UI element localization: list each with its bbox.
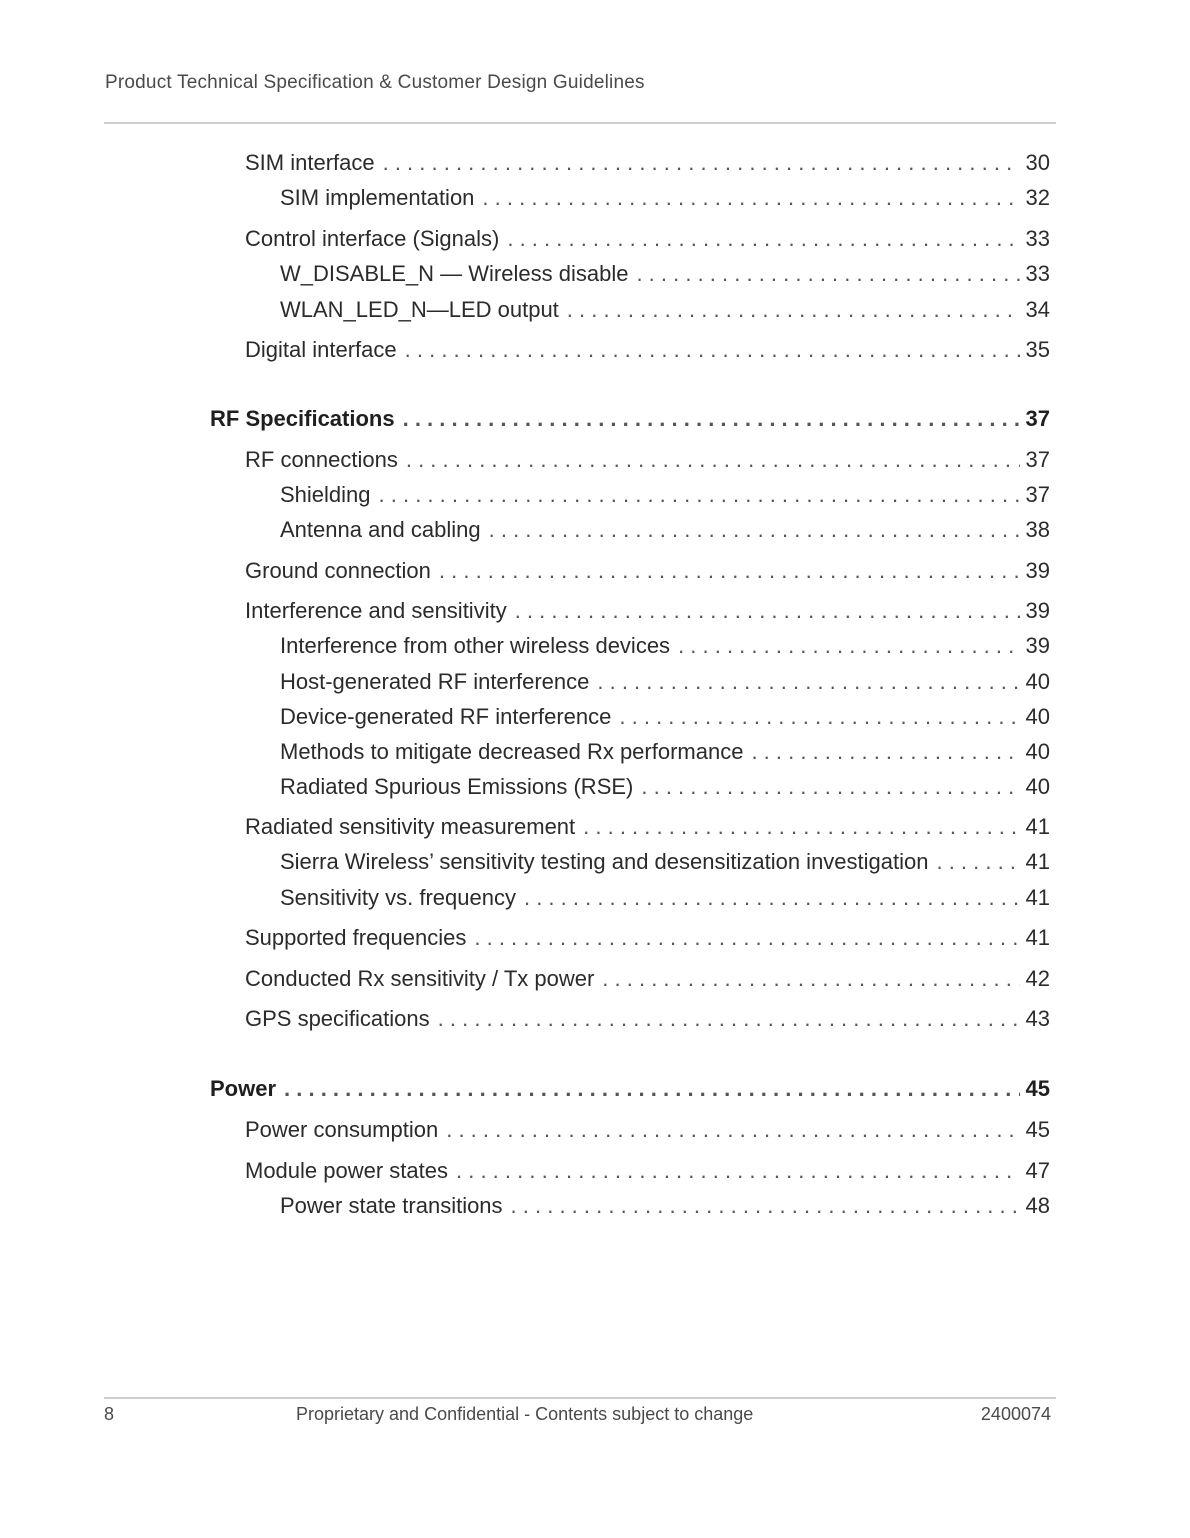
toc-leader xyxy=(284,1076,1020,1102)
toc-entry-page: 37 xyxy=(1025,406,1050,431)
toc-entry-page: 41 xyxy=(1025,814,1050,839)
toc-leader xyxy=(515,598,1020,624)
toc-entry[interactable] xyxy=(280,1193,1050,1219)
toc-entry[interactable] xyxy=(280,261,1050,287)
toc-entry-label: Digital interface xyxy=(245,337,397,362)
toc-entry-page: 38 xyxy=(1025,517,1050,542)
toc-entry[interactable] xyxy=(280,633,1050,659)
toc-entry[interactable] xyxy=(245,966,1050,992)
toc-entry-label: W_DISABLE_N — Wireless disable xyxy=(280,261,629,286)
toc-entry-page: 37 xyxy=(1025,482,1050,507)
toc-entry-label: Module power states xyxy=(245,1158,448,1183)
toc-entry-page: 32 xyxy=(1025,185,1050,210)
toc-entry-page: 40 xyxy=(1025,739,1050,764)
toc-leader xyxy=(597,669,1020,695)
toc-leader xyxy=(936,849,1020,875)
toc-entry-label: Radiated sensitivity measurement xyxy=(245,814,576,839)
toc-entry-label: WLAN_LED_N—LED output xyxy=(280,297,559,322)
toc-entry-page: 30 xyxy=(1025,150,1050,175)
toc-entry[interactable] xyxy=(280,185,1050,211)
toc-leader xyxy=(619,704,1020,730)
toc-entry[interactable] xyxy=(245,814,1050,840)
toc-entry[interactable] xyxy=(245,598,1050,624)
toc-leader xyxy=(405,337,1020,363)
footer-doc-number: 2400074 xyxy=(980,1404,1051,1424)
toc-entry-page: 41 xyxy=(1025,849,1050,874)
toc-entry-page: 48 xyxy=(1025,1193,1050,1218)
toc-entry-label: Control interface (Signals) xyxy=(245,226,500,251)
toc-entry-label: Supported frequencies xyxy=(245,925,467,950)
toc-leader xyxy=(456,1158,1020,1184)
toc-entry-page: 37 xyxy=(1025,447,1050,472)
toc-leader xyxy=(439,558,1020,584)
toc-entry-label: Antenna and cabling xyxy=(280,517,481,542)
toc-entry[interactable] xyxy=(280,482,1050,508)
toc-entry-page: 39 xyxy=(1025,598,1050,623)
toc-leader xyxy=(641,774,1020,800)
toc-leader xyxy=(438,1006,1020,1032)
toc-leader xyxy=(678,633,1020,659)
toc-entry-page: 40 xyxy=(1025,774,1050,799)
toc-entry[interactable] xyxy=(245,558,1050,584)
toc-entry-label: Interference from other wireless devices xyxy=(280,633,671,658)
toc-entry-page: 33 xyxy=(1025,261,1050,286)
toc-entry-label: SIM interface xyxy=(245,150,375,175)
toc-leader xyxy=(489,517,1020,543)
toc-entry-page: 45 xyxy=(1025,1076,1050,1101)
toc-leader xyxy=(474,925,1020,951)
toc-entry[interactable] xyxy=(245,150,1050,176)
toc-leader xyxy=(482,185,1020,211)
toc-entry-label: Device-generated RF interference xyxy=(280,704,612,729)
toc-entry-label: Ground connection xyxy=(245,558,431,583)
footer-page-number: 8 xyxy=(104,1404,115,1424)
toc-leader xyxy=(636,261,1020,287)
toc-leader xyxy=(379,482,1020,508)
toc-entry[interactable] xyxy=(245,925,1050,951)
page-header-title: Product Technical Specification & Customer Design Guidelines xyxy=(105,72,645,93)
toc-leader xyxy=(406,447,1020,473)
toc-entry-page: 47 xyxy=(1025,1158,1050,1183)
toc-entry-label: RF Specifications xyxy=(210,406,395,431)
toc-entry[interactable] xyxy=(280,885,1050,911)
toc-entry-page: 42 xyxy=(1025,966,1050,991)
toc-leader xyxy=(507,226,1020,252)
toc-entry-label: Power state transitions xyxy=(280,1193,503,1218)
toc-leader xyxy=(751,739,1020,765)
toc-entry-label: Shielding xyxy=(280,482,371,507)
toc-entry-page: 33 xyxy=(1025,226,1050,251)
toc-entry-label: RF connections xyxy=(245,447,398,472)
toc-entry[interactable] xyxy=(280,849,1050,875)
toc-leader xyxy=(567,297,1020,323)
toc-entry-label: Sierra Wireless’ sensitivity testing and desensitization investigation xyxy=(280,849,929,874)
toc-entry-label: Conducted Rx sensitivity / Tx power xyxy=(245,966,595,991)
toc-entry-label: Radiated Spurious Emissions (RSE) xyxy=(280,774,634,799)
toc-entry[interactable] xyxy=(245,1117,1050,1143)
toc-entry-label: Sensitivity vs. frequency xyxy=(280,885,516,910)
toc-entry-page: 34 xyxy=(1025,297,1050,322)
toc-entry[interactable] xyxy=(245,1006,1050,1032)
toc-chapter-entry[interactable] xyxy=(210,406,1050,432)
toc-entry-page: 39 xyxy=(1025,633,1050,658)
toc-entry-label: Host-generated RF interference xyxy=(280,669,590,694)
toc-leader xyxy=(583,814,1020,840)
footer-notice: Proprietary and Confidential - Contents subject to change xyxy=(296,1404,754,1424)
toc-entry-page: 40 xyxy=(1025,669,1050,694)
toc-leader xyxy=(511,1193,1020,1219)
footer-rule xyxy=(104,1397,1056,1399)
toc-leader xyxy=(403,406,1020,432)
toc-entry-page: 45 xyxy=(1025,1117,1050,1142)
toc-entry[interactable] xyxy=(245,337,1050,363)
toc-entry-page: 39 xyxy=(1025,558,1050,583)
toc-entry-label: GPS specifications xyxy=(245,1006,430,1031)
toc-entry-page: 40 xyxy=(1025,704,1050,729)
toc-entry-page: 43 xyxy=(1025,1006,1050,1031)
toc-leader xyxy=(524,885,1020,911)
toc-entry-label: SIM implementation xyxy=(280,185,475,210)
toc-entry[interactable] xyxy=(280,704,1050,730)
toc-entry[interactable] xyxy=(280,774,1050,800)
toc-entry-page: 41 xyxy=(1025,925,1050,950)
toc-entry[interactable] xyxy=(245,226,1050,252)
toc-leader xyxy=(446,1117,1020,1143)
toc-entry[interactable] xyxy=(280,517,1050,543)
toc-entry[interactable] xyxy=(245,1158,1050,1184)
toc-entry-page: 35 xyxy=(1025,337,1050,362)
toc-leader xyxy=(383,150,1020,176)
toc-entry-label: Methods to mitigate decreased Rx performance xyxy=(280,739,744,764)
toc-entry[interactable] xyxy=(245,447,1050,473)
toc-entry[interactable] xyxy=(280,669,1050,695)
toc-entry-page: 41 xyxy=(1025,885,1050,910)
toc-leader xyxy=(602,966,1020,992)
toc-chapter-entry[interactable] xyxy=(210,1076,1050,1102)
toc-entry[interactable] xyxy=(280,739,1050,765)
toc-entry-label: Interference and sensitivity xyxy=(245,598,507,623)
toc-entry-label: Power xyxy=(210,1076,277,1101)
toc-entry-label: Power consumption xyxy=(245,1117,439,1142)
toc-entry[interactable] xyxy=(280,297,1050,323)
